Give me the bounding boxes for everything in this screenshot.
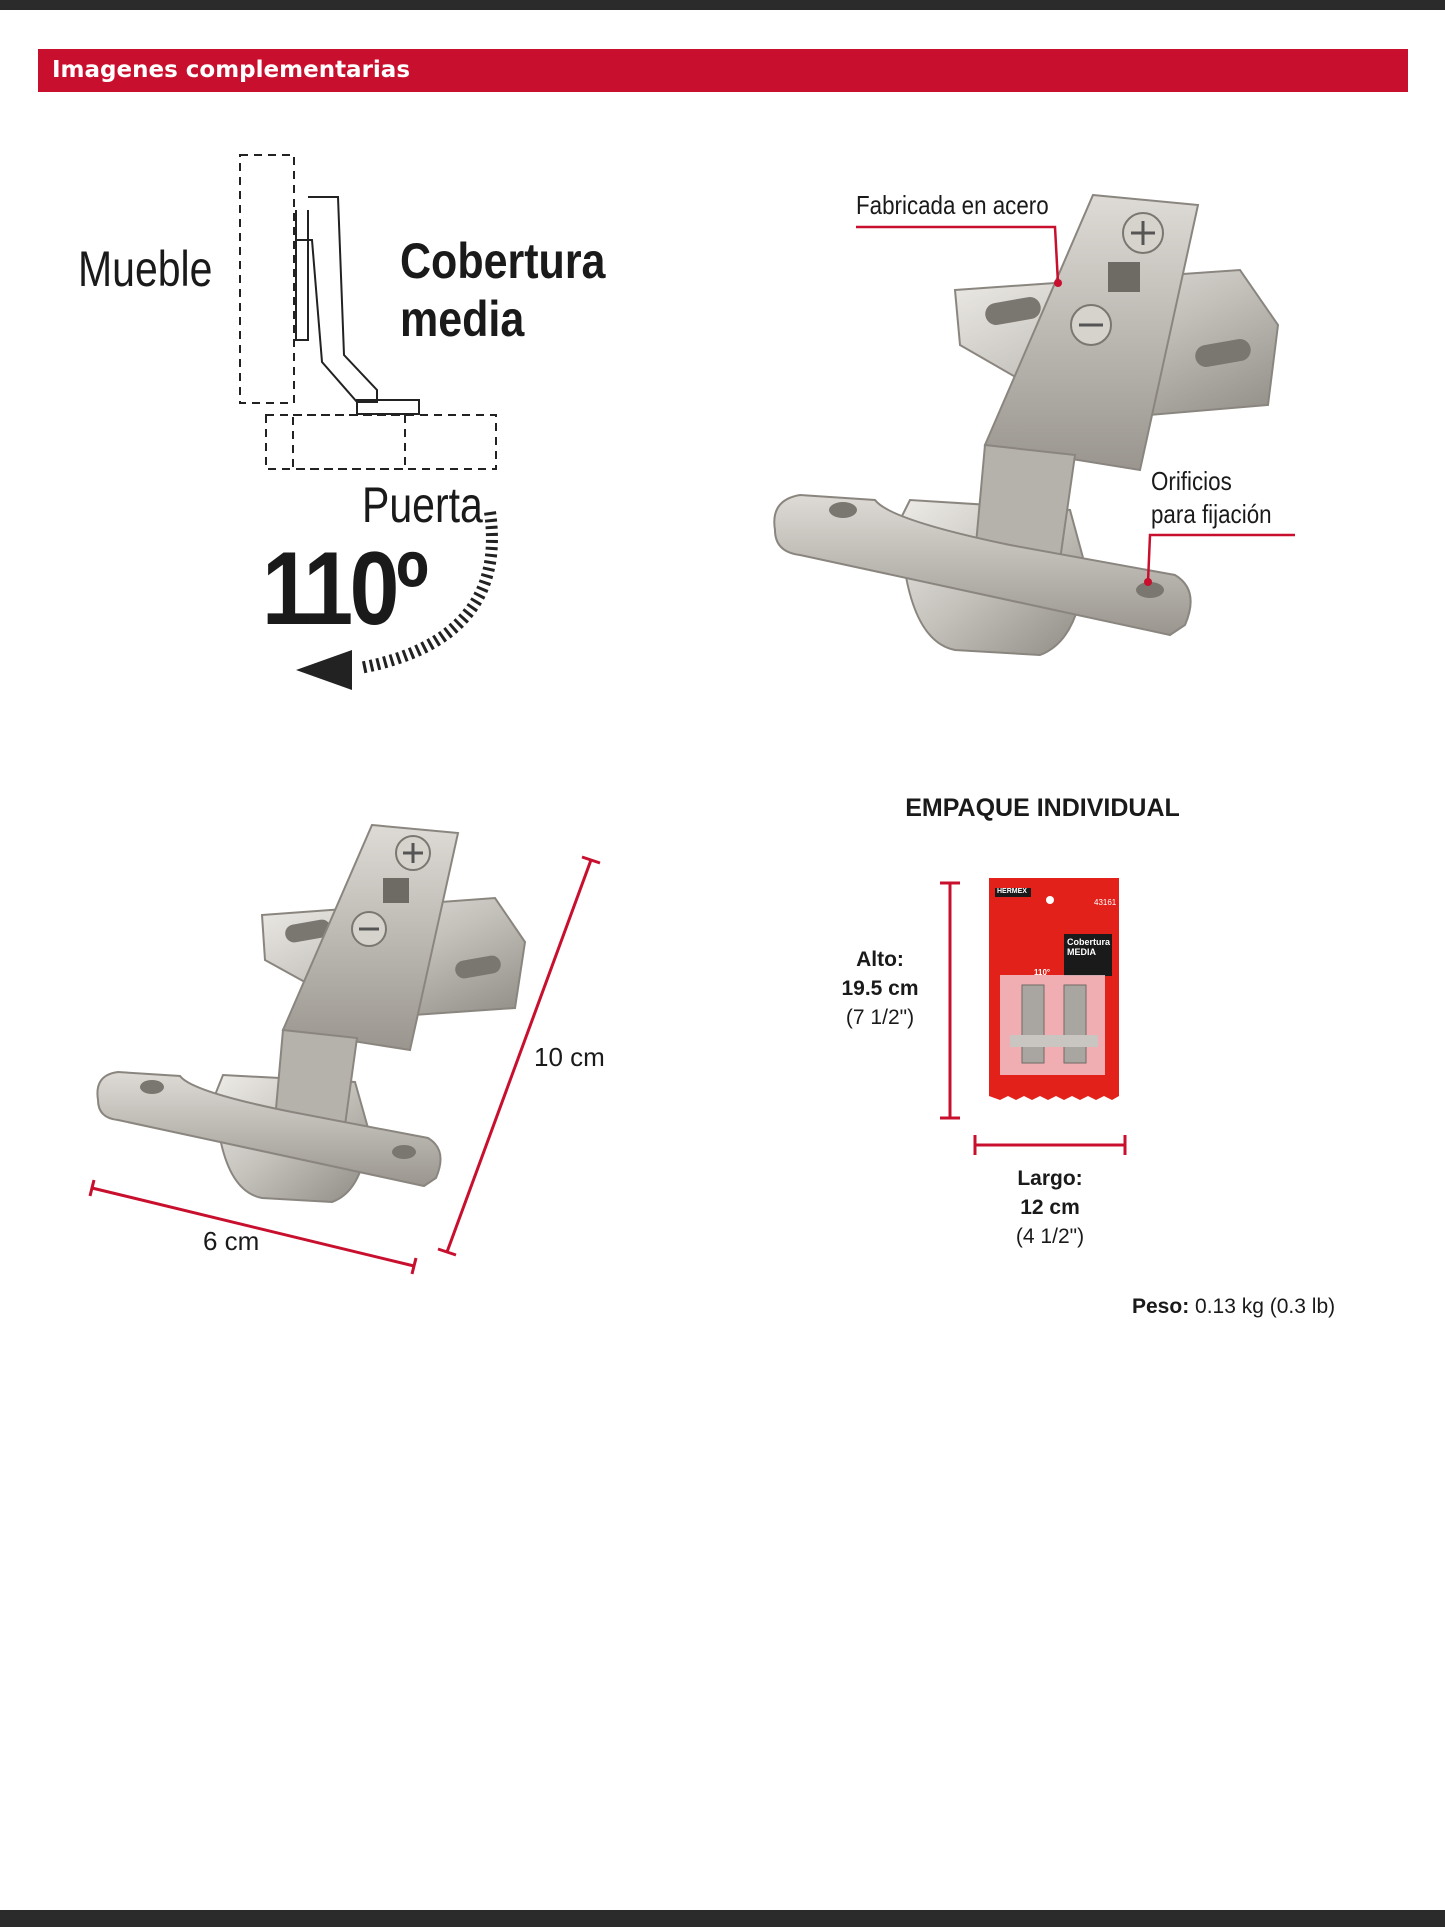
package-cover-label xyxy=(1067,937,1110,957)
package-cover-line2: MEDIA xyxy=(1067,947,1096,957)
package-angle: 110° xyxy=(1034,968,1051,977)
section-title: Imagenes complementarias xyxy=(52,57,411,83)
weight-value: 0.13 kg (0.3 lb) xyxy=(1195,1295,1336,1318)
cover-type-line1: Cobertura xyxy=(400,233,606,289)
package-code: 43161 xyxy=(1094,898,1117,907)
package-length-block xyxy=(990,1164,1110,1251)
opening-angle: 110º xyxy=(262,531,426,647)
callout-material: Fabricada en acero xyxy=(856,190,1049,220)
dimension-width: 6 cm xyxy=(203,1226,260,1256)
weight-info xyxy=(1132,1295,1335,1319)
package-height-label: Alto: xyxy=(856,948,904,971)
callout-holes-line2: para fijación xyxy=(1151,499,1272,529)
package-length-value: 12 cm xyxy=(1020,1196,1080,1219)
weight-label: Peso: xyxy=(1132,1295,1190,1318)
dimension-height: 10 cm xyxy=(534,1042,605,1072)
package-cover-line1: Cobertura xyxy=(1067,937,1111,947)
package-length-inches: (4 1/2") xyxy=(1015,1225,1085,1248)
door-label: Puerta xyxy=(362,477,483,533)
package-height-block xyxy=(820,945,940,1032)
bottom-border xyxy=(0,1910,1445,1927)
callout-holes-line1: Orificios xyxy=(1151,466,1232,496)
package-title: EMPAQUE INDIVIDUAL xyxy=(905,794,1180,822)
cabinet-label: Mueble xyxy=(78,241,213,297)
package-height-value: 19.5 cm xyxy=(841,977,919,1000)
package-height-inches: (7 1/2") xyxy=(845,1006,915,1029)
package-brand: HERMEX xyxy=(997,888,1027,895)
package-length-label: Largo: xyxy=(1017,1167,1083,1190)
cover-type-line2: media xyxy=(400,291,525,347)
